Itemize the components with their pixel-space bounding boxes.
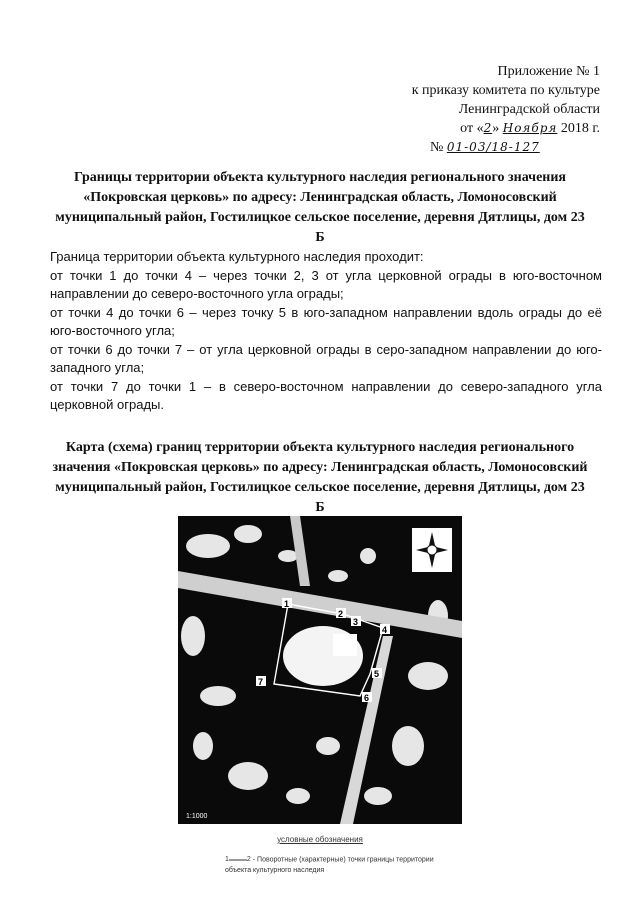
legend-num-start: 1 (225, 856, 229, 863)
boundary-intro: Граница территории объекта культурного наследия проходит: (50, 249, 424, 264)
legend-description: - Поворотные (характерные) точки границы территории объекта культурного наследия (225, 856, 434, 875)
boundary-description (50, 248, 602, 415)
document-title: Границы территории объекта культурного наследия регионального значения «Покровская церковь» по адресу: Ленинградская область, Ломоносовский муниципальный район, Гостилицкое сельское поселение, деревня Дятлицы, дом 23 Б (55, 170, 585, 245)
point-label: 5 (374, 669, 380, 679)
appendix-date-line (340, 119, 600, 138)
legend-num-end: 2 (246, 856, 251, 863)
date-mid: » (492, 121, 500, 136)
legend-item (225, 854, 435, 876)
appendix-order-line: к приказу комитета по культуре (411, 83, 600, 98)
date-year: 2018 г. (560, 121, 600, 136)
map-graphic (178, 516, 462, 824)
appendix-number-line (340, 138, 600, 157)
number-prefix: № (430, 140, 444, 155)
point-label: 1 (284, 599, 290, 609)
point-label: 2 (338, 609, 344, 619)
boundary-item: от точки 6 до точки 7 – от угла церковной ограды в серо-западном направлении до юго-западного угла; (50, 341, 602, 375)
map-title: Карта (схема) границ территории объекта культурного наследия регионального значения «Покровская церковь» по адресу: Ленинградская область, Ломоносовский муниципальный район, Гостилицкое сельское поселение, деревня Дятлицы, дом 23 Б (52, 440, 588, 515)
point-label: 6 (364, 693, 370, 703)
aerial-map (178, 516, 462, 824)
appendix-header (340, 62, 600, 157)
map-scale: 1:1000 (186, 813, 208, 820)
boundary-item: от точки 4 до точки 6 – через точку 5 в юго-западном направлении вдоль ограды до её юго-восточного угла; (50, 304, 602, 338)
legend-title: условные обозначения (277, 835, 363, 844)
church-tower (333, 634, 357, 656)
compass-icon (412, 528, 452, 572)
order-number: 01-03/18-127 (446, 140, 540, 154)
boundary-line-icon (229, 855, 247, 861)
legend-sample (225, 854, 251, 865)
date-month: Ноября (502, 121, 558, 135)
point-label: 3 (353, 617, 359, 627)
date-prefix: от « (460, 121, 484, 136)
date-day: 2 (483, 121, 493, 135)
boundary-item: от точки 1 до точки 4 – через точки 2, 3 от угла церковной ограды в юго-восточном направлении до северо-восточного угла ограды; (50, 267, 602, 301)
boundary-item: от точки 7 до точки 1 – в северо-восточном направлении до северо-западного угла церковной ограды. (50, 378, 602, 412)
point-label: 7 (258, 677, 264, 687)
appendix-region-line: Ленинградской области (458, 102, 600, 117)
appendix-title: Приложение № 1 (497, 64, 600, 79)
point-label: 4 (382, 625, 388, 635)
